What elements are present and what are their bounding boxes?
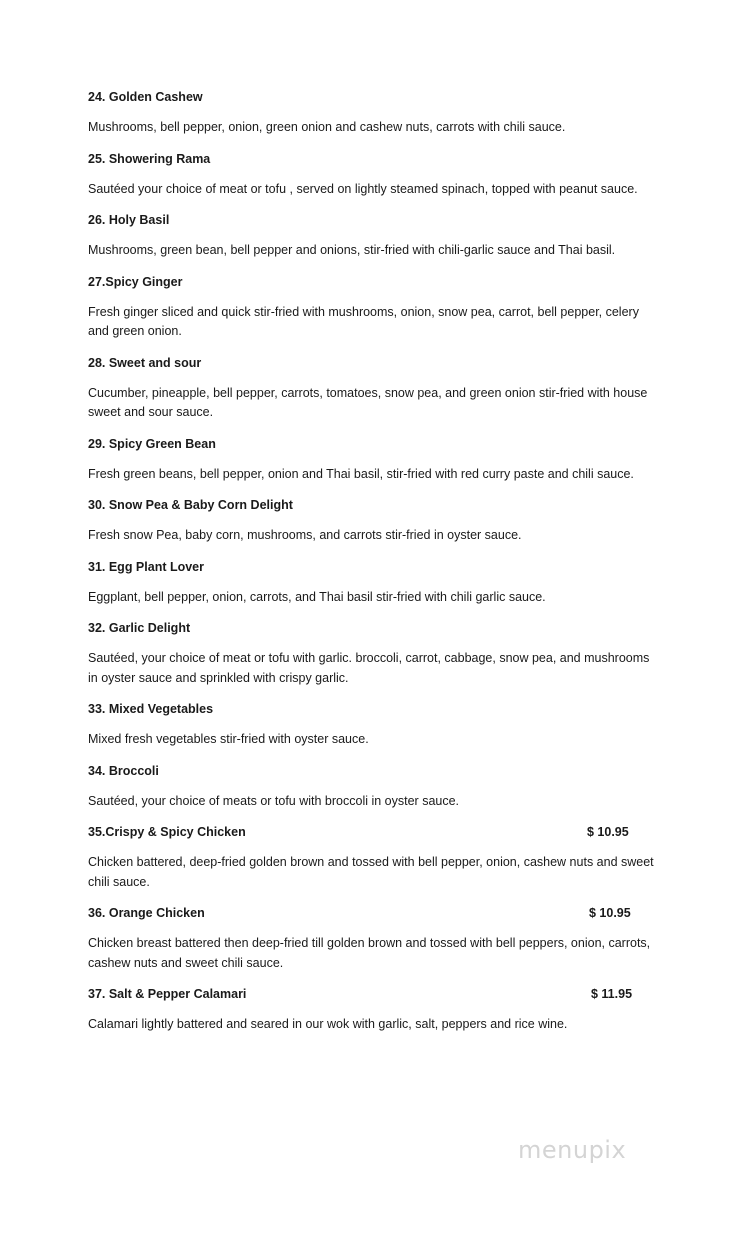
menu-item-31 [88, 557, 668, 608]
item-name: 32. Garlic Delight [88, 621, 191, 635]
item-name: 24. Golden Cashew [88, 90, 203, 104]
item-description: Mixed fresh vegetables stir-fried with oyster sauce. [88, 732, 369, 746]
item-description: Sautéed, your choice of meat or tofu with garlic. broccoli, carrot, cabbage, snow pea, and mushrooms in oyster sauce and sprinkled with crispy garlic. [88, 651, 650, 685]
item-description: Mushrooms, green bean, bell pepper and onions, stir-fried with chili-garlic sauce and Thai basil. [88, 243, 616, 257]
item-name: 28. Sweet and sour [88, 355, 202, 370]
menu-item-30 [88, 495, 668, 546]
menu-item-37 [88, 984, 668, 1035]
item-description: Cucumber, pineapple, bell pepper, carrots, tomatoes, snow pea, and green onion stir-fried with house sweet and sour sauce. [88, 385, 648, 419]
menu-item-32 [88, 618, 668, 688]
item-description: Calamari lightly battered and seared in our wok with garlic, salt, peppers and rice wine. [88, 1017, 568, 1031]
item-description: Fresh snow Pea, baby corn, mushrooms, and carrots stir-fried in oyster sauce. [88, 528, 522, 542]
item-name: 26. Holy Basil [88, 213, 170, 227]
item-description: Chicken breast battered then deep-fried till golden brown and tossed with bell peppers, onion, carrots, cashew nuts and sweet chili sauce. [88, 936, 651, 970]
item-price: $ 10.95 [587, 825, 629, 839]
menu-item-35 [88, 822, 668, 892]
item-name: 27.Spicy Ginger [88, 274, 183, 289]
item-name: 36. Orange Chicken [88, 906, 205, 920]
item-name: 34. Broccoli [88, 763, 159, 778]
item-description: Fresh ginger sliced and quick stir-fried with mushrooms, onion, snow pea, carrot, bell pepper, celery and green onion. [88, 304, 639, 338]
item-name: 25. Showering Rama [88, 151, 211, 166]
menu-item-27 [88, 272, 668, 342]
menu-item-28 [88, 353, 668, 423]
menu-list [88, 87, 668, 1046]
menu-item-29 [88, 434, 668, 485]
item-description: Eggplant, bell pepper, onion, carrots, and Thai basil stir-fried with chili garlic sauce. [88, 589, 546, 604]
item-description: Sautéed your choice of meat or tofu , served on lightly steamed spinach, topped with peanut sauce. [88, 181, 638, 196]
item-name: 35.Crispy & Spicy Chicken [88, 825, 246, 839]
item-name: 29. Spicy Green Bean [88, 436, 216, 451]
item-price: $ 10.95 [589, 906, 631, 920]
menu-item-33 [88, 699, 668, 750]
item-name: 30. Snow Pea & Baby Corn Delight [88, 498, 293, 512]
item-name: 31. Egg Plant Lover [88, 559, 205, 574]
menu-item-26 [88, 210, 668, 261]
item-description: Chicken battered, deep-fried golden brown and tossed with bell pepper, onion, cashew nuts and sweet chili sauce. [88, 855, 654, 889]
item-description: Sautéed, your choice of meats or tofu with broccoli in oyster sauce. [88, 793, 460, 808]
item-description: Fresh green beans, bell pepper, onion and Thai basil, stir-fried with red curry paste and chili sauce. [88, 466, 634, 481]
menu-item-36 [88, 903, 668, 973]
menu-item-24 [88, 87, 668, 138]
item-name: 33. Mixed Vegetables [88, 702, 214, 716]
item-description: Mushrooms, bell pepper, onion, green onion and cashew nuts, carrots with chili sauce. [88, 120, 566, 134]
menu-item-34 [88, 761, 668, 812]
menupix-watermark: menupix [518, 1136, 627, 1164]
item-price: $ 11.95 [591, 987, 633, 1001]
menu-item-25 [88, 149, 668, 200]
item-name: 37. Salt & Pepper Calamari [88, 987, 247, 1001]
